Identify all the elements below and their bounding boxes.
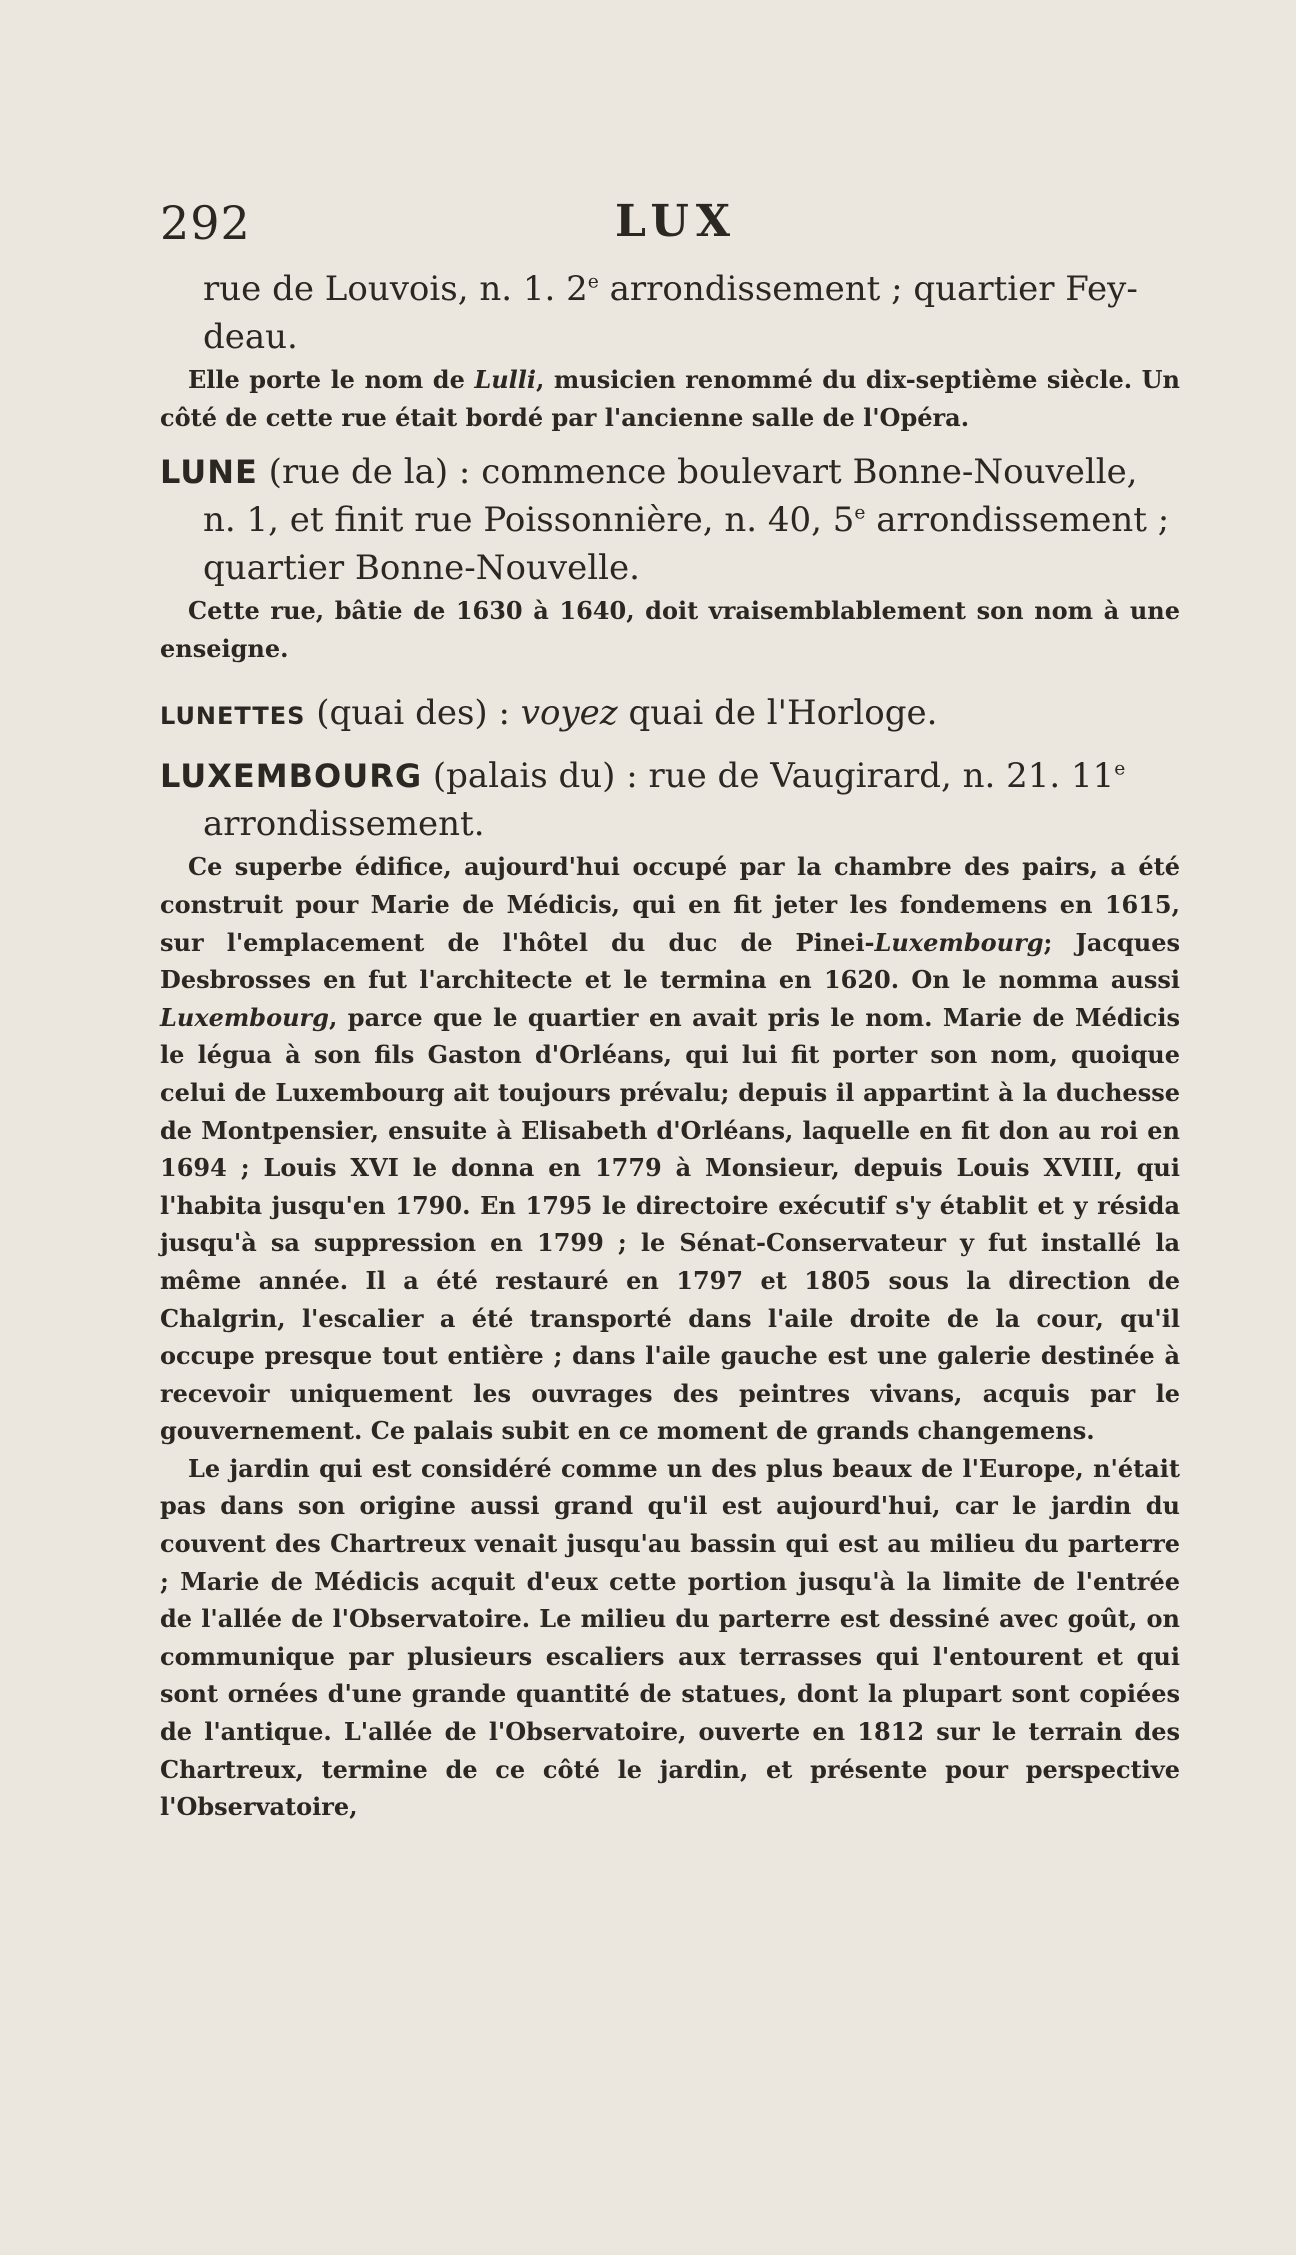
superscript: e — [587, 271, 599, 293]
entry-louvois-note — [160, 361, 1180, 436]
paragraph-italic: Luxembourg — [160, 1002, 329, 1032]
entry-text: arrondissement. — [203, 804, 485, 845]
entry-text: (rue de la) : commence boulevart Bonne-Nouvelle, n. 1, et finit rue Poissonnière, n. 40, 5 — [203, 452, 1138, 541]
entry-text: deau. — [203, 317, 298, 357]
headword-luxembourg: LUXEMBOURG — [160, 757, 423, 796]
headword-lune: LUNE — [160, 453, 258, 492]
entry-text: quai de l'Horloge. — [617, 693, 938, 734]
entry-luxembourg-para-2: Le jardin qui est considéré comme un des plus beaux de l'Europe, n'était pas dans son origine aussi grand qu'il est aujourd'hui, car le jardin du couvent des Chartreux venait jusqu'au bassin qui est au milieu du parterre ; Marie de Médicis acquit d'eux cette portion jusqu'à la limite de l'entrée de l'allée de l'Observatoire. Le milieu du parterre est dessiné avec goût, on communique par plusieurs escaliers aux terrasses qui l'entourent et qui sont ornées d'une grande quantité de statues, dont la plupart sont copiées de l'antique. L'allée de l'Observatoire, ouverte en 1812 sur le terrain des Chartreux, termine de ce côté le jardin, et présente pour perspective l'Observatoire, — [160, 1453, 1180, 1822]
paragraph-italic: Luxembourg — [874, 927, 1044, 957]
entry-louvois-continuation — [160, 265, 1180, 361]
running-head: LUX — [615, 196, 738, 247]
entry-lune-note: Cette rue, bâtie de 1630 à 1640, doit vraisemblablement son nom à une enseigne. — [160, 596, 1180, 663]
page-body — [160, 265, 1180, 1826]
entry-lunettes — [160, 689, 1180, 740]
paragraph-text: ; Jacques Desbrosses en fut l'architecte et le termina en 1620. On le nomma aussi — [160, 927, 1180, 995]
headword-lunettes: LUNETTES — [160, 702, 306, 731]
paragraph-text: , parce que le quartier en avait pris le nom. Marie de Médicis le légua à son fils Gaston d'Orléans, qui lui fit porter son nom, quoique celui de Luxembourg ait toujours prévalu; depuis il appartint à la duchesse de Montpensier, ensuite à Elisabeth d'Orléans, laquelle en fit don au roi en 1694 ; Louis XVI le donna en 1779 à Monsieur, depuis Louis XVIII, qui l'habita jusqu'en 1790. En 1795 le directoire exécutif s'y établit et y résida jusqu'à sa suppression en 1799 ; le Sénat-Conservateur y fut installé la même année. Il a été restauré en 1797 et 1805 sous la direction de Chalgrin, l'escalier a été transporté dans l'aile droite de la cour, qu'il occupe presque tout entière ; dans l'aile gauche est une galerie destinée à recevoir uniquement les ouvrages des peintres vivans, acquis par le gouvernement. Ce palais subit en ce moment de grands changemens. — [160, 1002, 1180, 1446]
page-number: 292 — [160, 196, 251, 250]
entry-text: rue de Louvois, n. 1. 2 — [203, 269, 588, 309]
entry-luxembourg — [160, 752, 1180, 848]
superscript: e — [1114, 759, 1126, 781]
note-text: , musicien renommé du dix-septième siècle. Un côté de cette rue était bordé par l'ancienne salle de l'Opéra. — [160, 365, 1180, 432]
entry-luxembourg-para-1 — [160, 848, 1180, 1450]
note-text: Elle porte le nom de — [188, 365, 475, 394]
entry-text: arrondissement ; quartier Fey- — [598, 269, 1138, 309]
entry-text: (palais du) : rue de Vaugirard, n. 21. 11 — [422, 756, 1115, 797]
entry-text: (quai des) : — [305, 693, 521, 734]
entry-italic: voyez — [520, 693, 618, 734]
superscript: e — [854, 502, 866, 524]
entry-text: arrondissement ; quartier Bonne-Nouvelle. — [203, 500, 1170, 589]
entry-lune — [160, 448, 1180, 592]
page-header — [160, 196, 1140, 256]
paragraph-text: Ce superbe édifice, aujourd'hui occupé par la chambre des pairs, a été construit pour Marie de Médicis, qui en fit jeter les fondemens en 1615, sur l'emplacement de l'hôtel du duc de Pinei- — [160, 852, 1180, 957]
note-italic: Lulli — [474, 365, 537, 394]
